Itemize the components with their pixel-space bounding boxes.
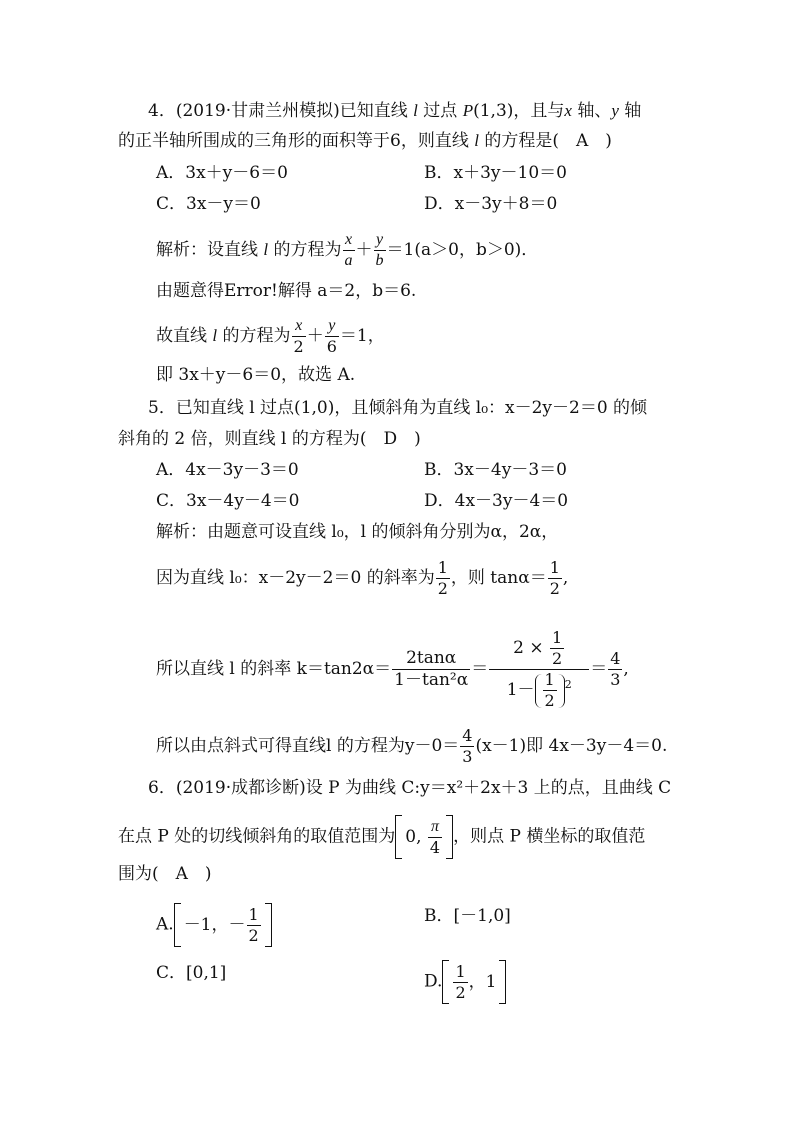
fraction: $\frac{1}{2}$ [437,558,448,598]
solution-text: ＝1， [339,326,385,346]
complex-fraction: 2 × $\frac{1}{2}$ 1－ $\frac{1}{2}$ $^2$ [489,630,589,709]
q5-solution-line4 [156,728,667,765]
var-y: y [611,101,619,120]
q4-stem-line2 [118,130,612,152]
fraction: $\frac{4}{3}$ [462,726,473,766]
var-l: l [474,131,479,150]
fraction: $\frac{4}{3}$ [610,649,621,689]
q6-option-a: A. －1，－ $\frac{1}{2}$ [156,903,272,947]
interval: 0, $\frac{\pi}{4}$ [395,815,453,859]
q5-solution-line3: 所以直线 l 的斜率 k＝tan2α＝ $\frac{2\tan\alpha}{\text{1－tan²α}}$ ＝ 2 × $\frac{1}{2}$ 1－ $\frac{1}{2}$ $^2$ ＝ $\frac{4}{3}$ , [156,628,629,710]
var-x: x [564,101,572,120]
fraction: $\frac{x}{2}$ [293,317,304,356]
solution-text: ＝1(a＞0，b＞0)． [386,240,539,260]
var-l: l [263,240,269,259]
q4-stem-text: 轴 [618,101,642,121]
q4-stem-text: 轴、 [571,101,612,121]
q4-answer: 的方程是( A ) [478,131,612,151]
q4-stem-text: 的正半轴所围成的三角形的面积等于6，则直线 [118,131,475,151]
q4-solution-line4: 即 3x＋y－6＝0，故选 A. [156,365,356,385]
q6-option-b: B．[－1,0] [424,906,511,926]
fraction: $\frac{x}{a}$ [344,231,353,269]
q6-stem-text: 在点 P 处的切线倾斜角的取值范围为 [118,826,396,847]
q4-solution-line3: 故直线 l 的方程为 $\frac{x}{2}$ ＋ $\frac{y}{6}$ ＝1， [156,317,385,356]
q6-stem-line2 [118,815,645,859]
q5-option-d: D．4x－3y－4＝0 [424,491,569,511]
q4-stem-text: (1,3)，且与 [473,101,565,121]
var-P: P [462,101,474,120]
solution-text: 所以直线 l 的斜率 k＝tan2α＝ [156,659,392,679]
var-l: l [212,326,218,345]
q5-solution-line1: 解析：由题意可设直线 l₀，l 的倾斜角分别为α，2α， [156,522,559,542]
q4-option-d: D．x－3y＋8＝0 [424,194,558,214]
q6-stem-text: ，则点 P 横坐标的取值范 [453,826,646,847]
q5-stem-line1: 5．已知直线 l 过点(1,0)，且倾斜角为直线 l₀：x－2y－2＝0 的倾 [148,398,648,418]
q5-solution-line2: 因为直线 l₀：x－2y－2＝0 的斜率为 $\frac{1}{2}$ ，则 tanα＝ $\frac{1}{2}$ , [156,558,569,598]
fraction: $\frac{2\tan\alpha}{\text{1－tan²α}}$ [394,648,469,690]
q5-option-a: A．4x－3y－3＝0 [156,460,299,480]
q4-solution-line2: 由题意得Error!解得 a＝2，b＝6. [156,281,417,301]
solution-text: 的方程为 [217,326,291,346]
solution-text: ，则 tanα＝ [450,568,547,588]
q5-stem-line2: 斜角的 2 倍，则直线 l 的方程为( D ) [118,429,421,449]
q4-option-c: C．3x－y＝0 [156,194,261,214]
solution-text: 的方程为 [268,240,342,260]
q6-stem-line1: 6．(2019·成都诊断)设 P 为曲线 C:y＝x²＋2x＋3 上的点，且曲线 C [148,778,672,798]
solution-text: (x－1)即 4x－3y－4＝0. [475,736,668,756]
q6-option-d: D. $\frac{1}{2}$ ，1 [424,960,506,1004]
q5-option-b: B．3x－4y－3＝0 [424,460,567,480]
fraction: $\frac{y}{6}$ [326,317,337,356]
var-l: l [413,101,418,120]
solution-text: 解析：设直线 [156,240,264,260]
q4-stem-line1 [148,100,641,122]
solution-text: 因为直线 l₀：x－2y－2＝0 的斜率为 [156,568,435,588]
q6-option-c: C．[0,1] [156,963,227,983]
solution-text: 所以由点斜式可得直线l 的方程为y－0＝ [156,736,460,756]
q4-solution-line1: 解析：设直线 l 的方程为 $\frac{x}{a}$ ＋ $\frac{y}{b}$ ＝1(a＞0，b＞0)． [156,231,539,269]
fraction: $\frac{y}{b}$ [375,231,384,269]
solution-text: 故直线 [156,326,213,346]
q5-option-c: C．3x－4y－4＝0 [156,491,300,511]
q4-option-b: B．x＋3y－10＝0 [424,163,567,183]
q6-stem-line3: 围为( A ) [118,864,212,884]
fraction: $\frac{1}{2}$ [549,558,560,598]
q4-stem-text: 过点 [417,101,463,121]
q4-stem-text: 4．(2019·甘肃兰州模拟)已知直线 [148,101,414,121]
q4-option-a: A．3x＋y－6＝0 [156,163,288,183]
